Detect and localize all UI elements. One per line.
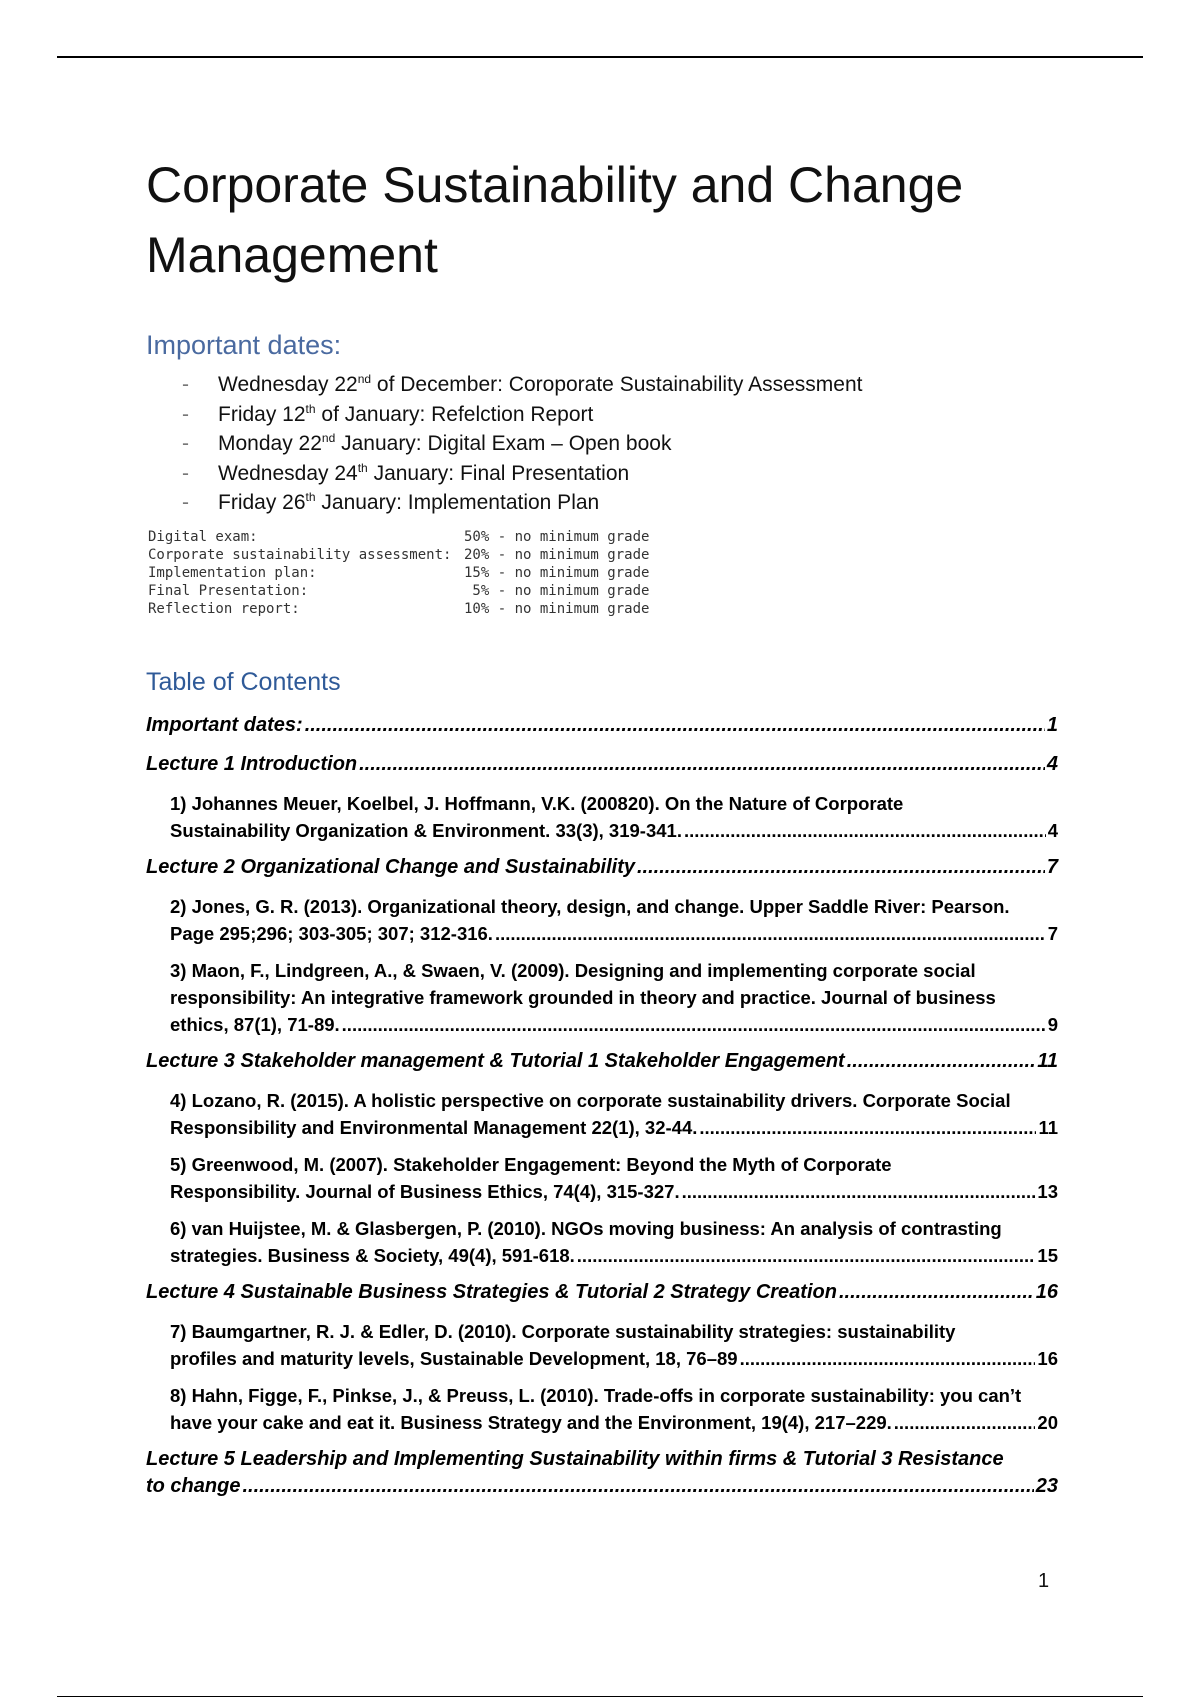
- toc-page-number: 23: [1035, 1474, 1058, 1497]
- header-rule: [57, 56, 1143, 58]
- toc-reference-entry[interactable]: [146, 1318, 1058, 1372]
- grade-value: 10% - no minimum grade: [464, 600, 650, 617]
- date-text-post: of January: Refelction Report: [315, 402, 594, 426]
- toc-page-number: 7: [1047, 922, 1058, 944]
- title-line-1: Corporate Sustainability and Change: [146, 157, 964, 213]
- toc-lecture-entry[interactable]: [146, 1446, 1058, 1500]
- dot-leader: [305, 712, 1045, 739]
- dot-leader: [637, 854, 1045, 881]
- toc-reference-entry[interactable]: [146, 957, 1058, 1038]
- dot-leader: [495, 920, 1046, 947]
- toc-page-number: 7: [1046, 855, 1058, 878]
- toc-entry-text: Lecture 2 Organizational Change and Sustainability: [146, 855, 635, 878]
- important-date-item: [146, 488, 1058, 518]
- important-dates-list: [146, 370, 1058, 518]
- toc-entry-last-line: [146, 1279, 1058, 1306]
- page-content: [146, 150, 1058, 1512]
- dot-leader: [847, 1048, 1036, 1075]
- date-ordinal: nd: [321, 431, 336, 445]
- toc-entry-last-line: [170, 1345, 1058, 1372]
- toc-page-number: 13: [1037, 1180, 1058, 1202]
- toc-lecture-entry[interactable]: [146, 712, 1058, 739]
- grade-label: Implementation plan:: [148, 564, 317, 581]
- toc-entry-text: 4) Lozano, R. (2015). A holistic perspective on corporate sustainability drivers. Corporate Social: [170, 1089, 1011, 1111]
- toc-entry-last-line: [170, 1011, 1058, 1038]
- grade-row: [146, 582, 1058, 600]
- date-text-pre: Wednesday 24: [218, 461, 358, 485]
- toc-entry-text: Responsibility. Journal of Business Ethics, 74(4), 315-327.: [170, 1180, 680, 1202]
- title-line-2: Management: [146, 227, 438, 283]
- date-text-post: January: Digital Exam – Open book: [335, 432, 672, 455]
- toc-reference-entry[interactable]: [146, 790, 1058, 844]
- toc-reference-entry[interactable]: [146, 1382, 1058, 1436]
- toc-reference-entry[interactable]: [146, 1151, 1058, 1205]
- grade-label: Corporate sustainability assessment:: [148, 546, 452, 563]
- grade-row: [146, 528, 1058, 546]
- footer-rule: [57, 1696, 1143, 1697]
- toc-entry-last-line: [170, 1409, 1058, 1436]
- toc-page-number: 4: [1046, 752, 1058, 775]
- date-ordinal: th: [357, 460, 368, 475]
- toc-entry-text: profiles and maturity levels, Sustainable Development, 18, 76–89: [170, 1347, 738, 1369]
- toc-entry-last-line: [170, 920, 1058, 947]
- toc-entry-last-line: [146, 1048, 1058, 1075]
- toc-lecture-entry[interactable]: [146, 1048, 1058, 1075]
- dot-leader: [242, 1473, 1033, 1500]
- grade-row: [146, 600, 1058, 618]
- toc-entry-last-line: [146, 1473, 1058, 1500]
- date-ordinal: th: [305, 401, 316, 416]
- grade-label: Digital exam:: [148, 528, 258, 545]
- dot-leader: [894, 1409, 1036, 1436]
- toc-entry-last-line: [170, 1114, 1058, 1141]
- toc-entry-text: 5) Greenwood, M. (2007). Stakeholder Engagement: Beyond the Myth of Corporate: [170, 1153, 892, 1175]
- toc-page-number: 9: [1047, 1013, 1058, 1035]
- toc-entry-text: 8) Hahn, Figge, F., Pinkse, J., & Preuss, L. (2010). Trade-offs in corporate sustainability: you can’t: [170, 1384, 1022, 1406]
- dot-leader: [839, 1279, 1034, 1306]
- date-text-post: January: Final Presentation: [367, 461, 630, 485]
- toc-entry-text: Responsibility and Environmental Management 22(1), 32-44.: [170, 1116, 698, 1138]
- grade-value: 15% - no minimum grade: [464, 564, 650, 581]
- bullet-dash: -: [182, 491, 189, 514]
- document-title: [146, 150, 1058, 290]
- toc-entry-text: 2) Jones, G. R. (2013). Organizational theory, design, and change. Upper Saddle River: Pearson.: [170, 895, 1010, 917]
- toc-page-number: 20: [1037, 1411, 1058, 1433]
- toc-entry-last-line: [146, 751, 1058, 778]
- grade-value: 5% - no minimum grade: [464, 582, 650, 599]
- toc-page-number: 16: [1037, 1347, 1058, 1369]
- toc-entry-last-line: [146, 712, 1058, 739]
- toc-page-number: 4: [1047, 819, 1058, 841]
- toc-entry-text: Lecture 1 Introduction: [146, 752, 358, 775]
- important-date-item: [146, 429, 1058, 459]
- dot-leader: [684, 817, 1046, 844]
- date-text-pre: Friday 26: [218, 491, 306, 514]
- toc-entry-last-line: [170, 1242, 1058, 1269]
- grade-value: 20% - no minimum grade: [464, 546, 650, 563]
- table-of-contents: [146, 712, 1058, 1500]
- important-date-item: [146, 370, 1058, 400]
- dot-leader: [359, 751, 1045, 778]
- bullet-dash: -: [182, 461, 189, 485]
- toc-lecture-entry[interactable]: [146, 751, 1058, 778]
- toc-entry-text: Sustainability Organization & Environment. 33(3), 319-341.: [170, 819, 682, 841]
- toc-entry-text: 3) Maon, F., Lindgreen, A., & Swaen, V. (2009). Designing and implementing corporate social: [170, 959, 976, 981]
- toc-entry-text: Lecture 4 Sustainable Business Strategies & Tutorial 2 Strategy Creation: [146, 1280, 837, 1303]
- grade-label: Reflection report:: [148, 600, 300, 617]
- toc-page-number: 11: [1038, 1116, 1058, 1138]
- toc-entry-text: have your cake and eat it. Business Strategy and the Environment, 19(4), 217–229.: [170, 1411, 892, 1433]
- toc-lecture-entry[interactable]: [146, 1279, 1058, 1306]
- grade-weights-table: [146, 528, 1058, 618]
- toc-entry-last-line: [170, 1178, 1058, 1205]
- toc-entry-text: ethics, 87(1), 71-89.: [170, 1013, 340, 1035]
- date-text-pre: Monday 22: [218, 432, 322, 455]
- grade-value: 50% - no minimum grade: [464, 528, 650, 545]
- toc-page-number: 11: [1037, 1049, 1058, 1072]
- date-text-pre: Friday 12: [218, 402, 306, 426]
- dot-leader: [740, 1345, 1036, 1372]
- toc-reference-entry[interactable]: [146, 1087, 1058, 1141]
- toc-entry-text: to change: [146, 1474, 241, 1497]
- grade-label: Final Presentation:: [148, 582, 309, 599]
- dot-leader: [699, 1114, 1036, 1141]
- date-text-pre: Wednesday 22: [218, 373, 358, 396]
- bullet-dash: -: [182, 373, 189, 396]
- grade-row: [146, 564, 1058, 582]
- toc-entry-last-line: [146, 854, 1058, 881]
- toc-page-number: 1: [1046, 713, 1058, 736]
- date-text-post: of December: Coroporate Sustainability Assessment: [371, 373, 863, 396]
- toc-entry-text: 6) van Huijstee, M. & Glasbergen, P. (2010). NGOs moving business: An analysis of contrasting: [170, 1217, 1002, 1239]
- toc-page-number: 15: [1037, 1244, 1058, 1266]
- dot-leader: [682, 1178, 1036, 1205]
- toc-reference-entry[interactable]: [146, 893, 1058, 947]
- important-date-item: [146, 400, 1058, 430]
- bullet-dash: -: [182, 402, 189, 426]
- toc-heading: Table of Contents: [146, 667, 341, 696]
- toc-entry-text: Lecture 3 Stakeholder management & Tutorial 1 Stakeholder Engagement: [146, 1049, 845, 1072]
- toc-entry-text: Important dates:: [146, 713, 303, 736]
- dot-leader: [577, 1242, 1036, 1269]
- toc-lecture-entry[interactable]: [146, 854, 1058, 881]
- toc-page-number: 16: [1035, 1280, 1058, 1303]
- date-ordinal: th: [305, 490, 316, 504]
- important-date-item: [146, 459, 1058, 489]
- date-ordinal: nd: [357, 372, 372, 386]
- important-dates-heading: Important dates:: [146, 330, 342, 360]
- toc-entry-text: Page 295;296; 303-305; 307; 312-316.: [170, 922, 493, 944]
- toc-entry-text: strategies. Business & Society, 49(4), 591-618.: [170, 1244, 575, 1266]
- dot-leader: [342, 1011, 1046, 1038]
- page-number: 1: [1038, 1570, 1050, 1592]
- toc-entry-last-line: [170, 817, 1058, 844]
- toc-entry-text: 1) Johannes Meuer, Koelbel, J. Hoffmann, V.K. (200820). On the Nature of Corporate: [170, 792, 904, 814]
- toc-entry-text: 7) Baumgartner, R. J. & Edler, D. (2010). Corporate sustainability strategies: sustainability: [170, 1320, 956, 1342]
- bullet-dash: -: [182, 432, 189, 455]
- toc-entry-text: Lecture 5 Leadership and Implementing Sustainability within firms & Tutorial 3 Resistance: [146, 1447, 1004, 1470]
- toc-entry-text: responsibility: An integrative framework grounded in theory and practice. Journal of business: [170, 986, 996, 1008]
- date-text-post: January: Implementation Plan: [315, 491, 600, 514]
- grade-row: [146, 546, 1058, 564]
- toc-reference-entry[interactable]: [146, 1215, 1058, 1269]
